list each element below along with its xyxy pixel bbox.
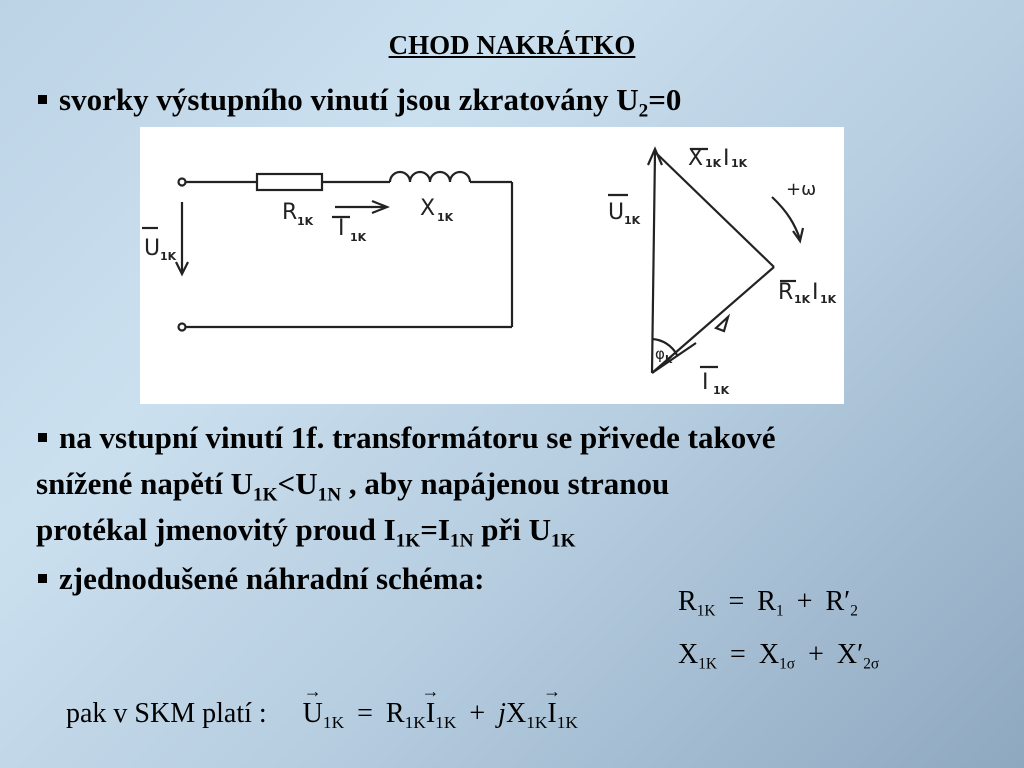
omega-label: +ω (786, 179, 817, 200)
eq1-a-sub: 1 (775, 602, 784, 620)
b2-l3-c: při U (473, 512, 551, 547)
circuit-u-label: U (144, 236, 161, 261)
bullet-icon (38, 574, 47, 583)
equation-skm (66, 698, 578, 733)
b2-l2-sub1: 1K (253, 484, 278, 506)
equation-r1k (678, 586, 858, 618)
phasor-u-sub: 1K (624, 214, 641, 227)
phasor-ri-label: R (778, 280, 794, 305)
eq1-b: R′ (825, 586, 851, 617)
bullet3-text: zjednodušené náhradní schéma: (59, 561, 485, 596)
phasor-diagram (608, 149, 803, 373)
bullet1-tail: =0 (648, 82, 682, 117)
bullet1-text: svorky výstupního vinutí jsou zkratovány U (59, 82, 639, 117)
bullet1-sub: 2 (638, 100, 649, 122)
eq1-lhs: R (678, 586, 697, 617)
b2-l2-sub2: 1N (317, 484, 342, 506)
eq2-equals: = (730, 639, 746, 670)
eq1-plus: + (796, 586, 813, 617)
circuit-i-label: I (338, 216, 345, 241)
circuit-x-sub: 1K (437, 211, 454, 224)
eq3-i2: → I (547, 698, 556, 730)
b2-l2-c: , aby napájenou stranou (341, 466, 670, 501)
b2-l3-a: protékal jmenovitý proud I (36, 512, 396, 547)
eq2-b: X′ (836, 639, 864, 670)
equation-x1k (678, 639, 879, 671)
phasor-ri-sub2: 1K (820, 293, 837, 306)
b2-l3-b: =I (420, 512, 450, 547)
bullet-item-equivalent-circuit (38, 561, 484, 597)
bullet2-line1: na vstupní vinutí 1f. transformátoru se přivede takové (59, 420, 776, 455)
phi-label: φ (655, 345, 665, 363)
phasor-xi-mid: I (723, 146, 730, 171)
phasor-i-sub: 1K (713, 384, 730, 397)
terminal-bottom (179, 324, 186, 331)
eq2-a-sub: 1σ (779, 655, 796, 673)
phasor-ri-sub1: 1K (794, 293, 811, 306)
circuit-u-sub: 1K (160, 250, 177, 263)
b2-l3-sub2: 1N (449, 530, 474, 552)
eq3-j: j (498, 698, 506, 729)
inductor-symbol (390, 172, 470, 182)
eq3-x: X (505, 698, 527, 729)
eq2-lhs: X (678, 639, 699, 670)
eq2-b-sub: 2σ (863, 655, 880, 673)
bullet-item-input-voltage-line2 (36, 466, 670, 506)
eq3-u: → U (303, 698, 323, 730)
eq1-equals: = (728, 586, 745, 617)
phasor-i-label: I (702, 370, 709, 395)
resistor-symbol (257, 174, 322, 190)
b2-l3-sub3: 1K (550, 530, 576, 552)
phasor-u-label: U (608, 200, 625, 225)
bullet-item-input-voltage-line1 (38, 420, 775, 456)
circuit-r-sub: 1K (297, 215, 314, 228)
omega-arc (772, 197, 800, 239)
eq3-i1: → I (426, 698, 435, 730)
bullet-icon (38, 433, 47, 442)
phasor-xi-sub1: 1K (705, 157, 722, 170)
eq3-r: R (385, 698, 405, 729)
b2-l2-a: snížené napětí U (36, 466, 253, 501)
eq3-equals: = (357, 698, 373, 729)
circuit-phasor-figure (140, 127, 844, 404)
circuit-x-label: X (420, 196, 436, 221)
phi-sub: k (665, 353, 673, 366)
eq3-prefix: pak v SKM platí : (66, 698, 267, 729)
bullet-icon (38, 95, 47, 104)
circuit-i-sub: 1K (350, 231, 367, 244)
slide-title: CHOD NAKRÁTKO (388, 30, 636, 60)
eq3-i2-sub: 1K (556, 713, 578, 733)
b2-l3-sub1: 1K (395, 530, 421, 552)
phasor-xi-sub2: 1K (731, 157, 748, 170)
phasor-xi-label: X (688, 146, 704, 171)
figure-svg (140, 127, 844, 404)
eq3-r-sub: 1K (404, 713, 426, 733)
eq3-plus: + (469, 698, 486, 729)
eq1-a: R (757, 586, 776, 617)
b2-l2-b: <U (277, 466, 318, 501)
circuit-r-label: R (282, 200, 298, 225)
eq2-a: X (758, 639, 780, 670)
bullet-item-input-voltage-line3 (36, 512, 576, 552)
bullet-item-short-circuit (38, 82, 682, 122)
circuit-diagram (142, 172, 512, 331)
eq1-b-sub: 2 (850, 602, 858, 620)
eq1-lhs-sub: 1K (696, 602, 716, 620)
phasor-ri-mid: I (812, 280, 819, 305)
eq2-plus: + (808, 639, 824, 670)
eq2-lhs-sub: 1K (698, 655, 718, 673)
eq3-u-sub: 1K (322, 713, 345, 733)
eq3-i1-sub: 1K (435, 713, 457, 733)
terminal-top (179, 179, 186, 186)
eq3-x-sub: 1K (526, 713, 548, 733)
